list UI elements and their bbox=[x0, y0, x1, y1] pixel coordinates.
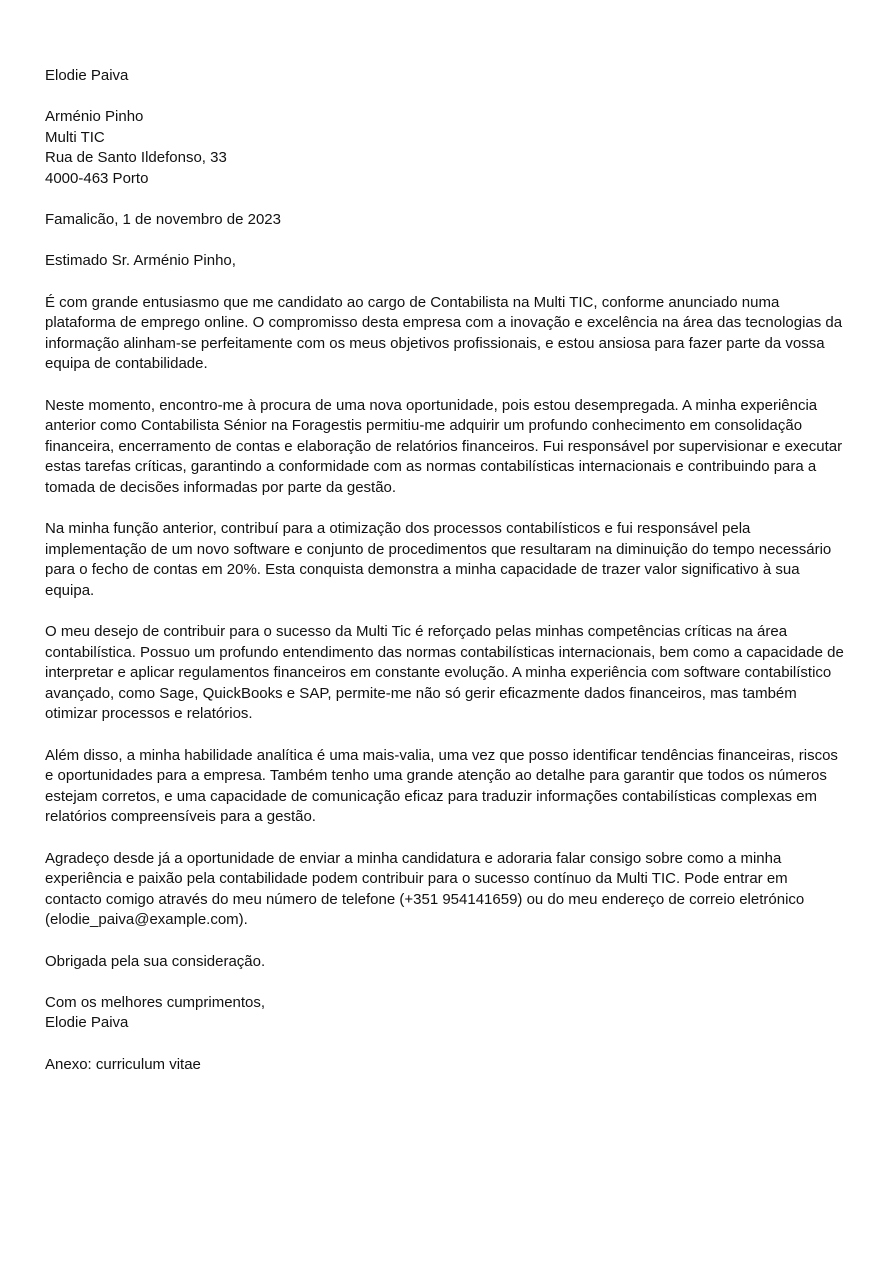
paragraph-line: tomada de decisões informadas por parte da gestão. bbox=[45, 478, 397, 496]
date-block bbox=[45, 210, 850, 231]
attachment-block bbox=[45, 1055, 850, 1076]
sender-name: Elodie Paiva bbox=[45, 67, 129, 84]
paragraph-line: para o fecho de contas em 20%. Esta conquista demonstra a minha capacidade de trazer valor significativo à sua bbox=[45, 561, 800, 579]
paragraph-line: relatórios compreensíveis para a gestão. bbox=[45, 808, 316, 826]
paragraph-line: otimizar processos e relatórios. bbox=[45, 705, 253, 723]
paragraph-line: É com grande entusiasmo que me candidato ao cargo de Contabilista na Multi TIC, conforme anunciado numa bbox=[45, 293, 780, 311]
paragraph-line: equipa de contabilidade. bbox=[45, 355, 208, 373]
paragraph-line: equipa. bbox=[45, 581, 95, 599]
salutation-block bbox=[45, 251, 850, 272]
paragraph-line: informação alinham-se perfeitamente com os meus objetivos profissionais, e estou ansiosa para fazer parte da vossa bbox=[45, 334, 825, 352]
recipient-company: Multi TIC bbox=[45, 128, 105, 146]
thanks-block bbox=[45, 952, 850, 973]
paragraph-line: Agradeço desde já a oportunidade de enviar a minha candidatura e adoraria falar consigo sobre como a minha bbox=[45, 849, 782, 867]
letter-page bbox=[45, 66, 850, 1096]
paragraph-line: O meu desejo de contribuir para o sucesso da Multi Tic é reforçado pelas minhas competências críticas na área bbox=[45, 623, 788, 641]
salutation: Estimado Sr. Arménio Pinho, bbox=[45, 252, 236, 270]
paragraph-line: anterior como Contabilista Sénior na Foragestis permitiu-me adquirir um profundo conhecimento em consolidação bbox=[45, 417, 803, 435]
paragraph-line: implementação de um novo software e conjunto de procedimentos que resultaram na diminuição do tempo necessário bbox=[45, 540, 832, 558]
paragraph-line: estas tarefas críticas, garantindo a conformidade com as normas contabilísticas internacionais e contribuindo para a bbox=[45, 458, 817, 476]
body-paragraph-2 bbox=[45, 396, 850, 499]
sender-block bbox=[45, 66, 850, 87]
recipient-city: 4000-463 Porto bbox=[45, 169, 149, 187]
thanks-line: Obrigada pela sua consideração. bbox=[45, 952, 266, 970]
paragraph-line: interpretar e aplicar regulamentos financeiros em constante evolução. A minha experiência com software contabilístico bbox=[45, 664, 832, 682]
closing-block bbox=[45, 993, 850, 1034]
paragraph-line: e oportunidades para a empresa. Também tenho uma grande atenção ao detalhe para garantir que todos os números bbox=[45, 767, 827, 785]
paragraph-line: Neste momento, encontro-me à procura de uma nova oportunidade, pois estou desempregada. A minha experiência bbox=[45, 396, 818, 414]
recipient-street: Rua de Santo Ildefonso, 33 bbox=[45, 149, 227, 167]
body-paragraph-3 bbox=[45, 519, 850, 601]
paragraph-line: Além disso, a minha habilidade analítica é uma mais-valia, uma vez que posso identificar tendências financeiras, riscos bbox=[45, 746, 838, 764]
paragraph-line: estejam corretos, e uma capacidade de comunicação eficaz para traduzir informações contabilísticas complexas em bbox=[45, 787, 818, 805]
signature-name: Elodie Paiva bbox=[45, 1014, 129, 1032]
date-line: Famalicão, 1 de novembro de 2023 bbox=[45, 211, 281, 229]
paragraph-line: plataforma de emprego online. O compromisso desta empresa com a inovação e excelência na área das tecnologias da bbox=[45, 314, 843, 332]
closing-line: Com os melhores cumprimentos, bbox=[45, 993, 266, 1011]
paragraph-line: (elodie_paiva@example.com). bbox=[45, 911, 248, 929]
paragraph-line: experiência e paixão pela contabilidade podem contribuir para o sucesso contínuo da Multi TIC. Pode entrar em bbox=[45, 870, 788, 888]
recipient-name: Arménio Pinho bbox=[45, 108, 144, 126]
paragraph-line: contabilística. Possuo um profundo entendimento das normas contabilísticas internacionais, bem como a capacidade de bbox=[45, 643, 844, 661]
attachment-line: Anexo: curriculum vitae bbox=[45, 1055, 201, 1073]
body-paragraph-1 bbox=[45, 293, 850, 375]
body-paragraph-6 bbox=[45, 849, 850, 931]
paragraph-line: Na minha função anterior, contribuí para a otimização dos processos contabilísticos e fui responsável pela bbox=[45, 520, 751, 538]
body-paragraph-5 bbox=[45, 746, 850, 828]
paragraph-line: avançado, como Sage, QuickBooks e SAP, permite-me não só gerir eficazmente dados financeiros, mas também bbox=[45, 684, 797, 702]
recipient-address bbox=[45, 107, 850, 189]
paragraph-line: financeira, encerramento de contas e elaboração de relatórios financeiros. Fui responsável por supervisionar e executar bbox=[45, 437, 843, 455]
paragraph-line: contacto comigo através do meu número de telefone (+351 954141659) ou do meu endereço de correio eletrónico bbox=[45, 890, 805, 908]
body-paragraph-4 bbox=[45, 622, 850, 725]
